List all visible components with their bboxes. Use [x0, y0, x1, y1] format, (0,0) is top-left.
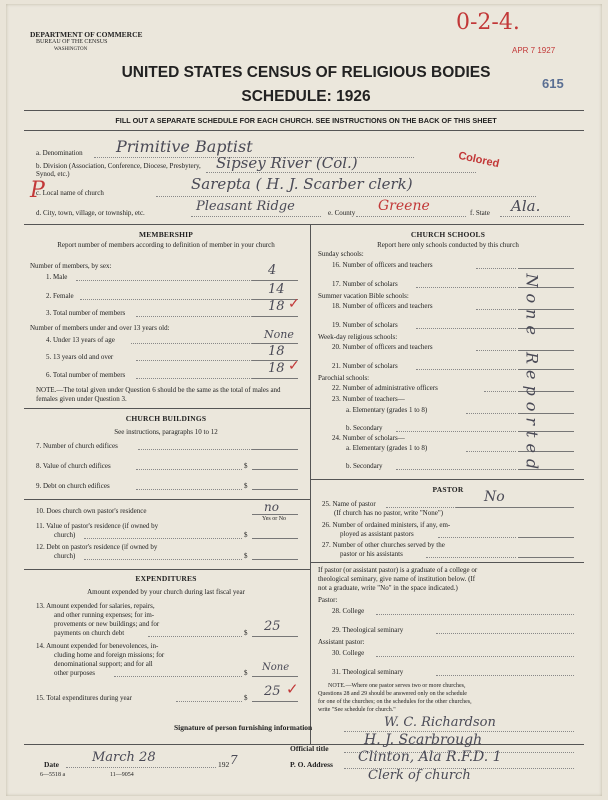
q23b-label: b. Secondary	[346, 424, 383, 432]
year-digit[interactable]: 7	[230, 753, 238, 767]
q13-dollar: $	[244, 629, 248, 637]
pastor-note-c: for one of the churches; on the schedules for the other churches,	[318, 699, 472, 705]
received-date-stamp: APR 7 1927	[512, 46, 556, 55]
q22-label: 22. Number of administrative officers	[332, 384, 438, 392]
membership-note: NOTE.—The total given under Question 6 should be the same as the total of males and females given under Question 3.	[36, 386, 281, 403]
city-label-field: d. City, town, village, or township, etc.	[36, 209, 145, 217]
margin-mark: P	[30, 178, 45, 203]
q26-label-a: 26. Number of ordained ministers, if any, em-	[322, 521, 451, 529]
expenditures-sub: Amount expended by your church during last fiscal year	[87, 588, 245, 596]
po-address-value[interactable]: Clinton, Ala R.F.D. 1	[358, 749, 502, 765]
q11-dollar: $	[244, 531, 248, 539]
buildings-sub: See instructions, paragraphs 10 to 12	[114, 428, 218, 436]
q6-value[interactable]: 18	[268, 361, 285, 376]
po-address-value-2[interactable]: Clerk of church	[368, 768, 471, 783]
q15-check-icon: ✓	[286, 682, 299, 698]
membership-heading: MEMBERSHIP	[138, 230, 194, 239]
yes-no-hint: Yes or No	[262, 516, 287, 522]
q10-label: 10. Does church own pastor's residence	[36, 507, 147, 515]
county-value[interactable]: Greene	[378, 198, 430, 214]
state-value[interactable]: Ala.	[511, 197, 541, 215]
pastor-note-b: Questions 28 and 29 should be answered only on the schedule	[318, 691, 467, 697]
q13-label-d: payments on church debt	[54, 629, 125, 637]
q18-label: 18. Number of officers and teachers	[332, 302, 433, 310]
q13-label-c: provements or new buildings; and for	[54, 620, 160, 628]
bureau-label: BUREAU OF THE CENSUS	[36, 39, 108, 45]
pastor-note-d: write "See schedule for church."	[318, 707, 396, 713]
q15-label: 15. Total expenditures during year	[36, 694, 132, 702]
church-name-label: c. Local name of church	[36, 189, 104, 197]
signature-label: Signature of person furnishing information	[174, 723, 313, 732]
q4-label: 4. Under 13 years of age	[46, 336, 115, 344]
q31-label: 31. Theological seminary	[332, 668, 404, 676]
schools-heading: CHURCH SCHOOLS	[410, 230, 486, 239]
q24-label: 24. Number of scholars—	[332, 434, 405, 442]
denomination-label: a. Denomination	[36, 149, 83, 157]
q1-value[interactable]: 4	[268, 263, 277, 278]
form-number: 6—5518 a	[40, 772, 66, 778]
q19-label: 19. Number of scholars	[332, 321, 398, 329]
date-label: Date	[44, 760, 59, 769]
q6-label: 6. Total number of members	[46, 371, 126, 379]
church-name-value[interactable]: Sarepta ( H. J. Scarber clerk)	[191, 175, 413, 193]
q3-label: 3. Total number of members	[46, 309, 126, 317]
q10-value[interactable]: no	[264, 500, 279, 514]
po-address-label: P. O. Address	[290, 760, 333, 769]
q2-value[interactable]: 14	[268, 282, 285, 297]
date-value[interactable]: March 28	[92, 750, 156, 765]
q14-label-c: denominational support; and for all	[54, 660, 153, 668]
q9-label: 9. Debt on church edifices	[36, 482, 110, 490]
q20-label: 20. Number of officers and teachers	[332, 343, 433, 351]
q12-dollar: $	[244, 552, 248, 560]
grad-text-a: If pastor (or assistant pastor) is a graduate of a college or	[318, 566, 478, 574]
pastor-heading: PASTOR	[432, 485, 464, 494]
schedule-year: SCHEDULE: 1926	[241, 88, 371, 105]
stamp-code: 0-2-4.	[456, 10, 520, 35]
division-label: b. Division (Association, Conference, Diocese, Presbytery, Synod, etc.)	[36, 162, 201, 178]
q29-label: 29. Theological seminary	[332, 626, 404, 634]
schools-vertical-note[interactable]: None Reported	[522, 273, 542, 476]
year-prefix: 192	[218, 760, 230, 769]
signature-value[interactable]: W. C. Richardson	[384, 715, 496, 730]
q21-label: 21. Number of scholars	[332, 362, 398, 370]
q9-dollar: $	[244, 482, 248, 490]
pastor-sub-label: Pastor:	[318, 596, 338, 604]
county-label: e. County	[328, 209, 356, 217]
q15-dollar: $	[244, 694, 248, 702]
q25-sub: (If church has no pastor, write "None")	[334, 509, 444, 517]
q13-value[interactable]: 25	[264, 619, 281, 634]
department-label: DEPARTMENT OF COMMERCE	[30, 30, 143, 39]
q30-label: 30. College	[332, 649, 365, 657]
under-over-label: Number of members under and over 13 years old:	[30, 324, 170, 332]
q28-label: 28. College	[332, 607, 365, 615]
expenditures-heading: EXPENDITURES	[135, 574, 197, 583]
stamp-number: 615	[542, 76, 564, 91]
q12-label-a: 12. Debt on pastor's residence (if owned by	[36, 543, 158, 551]
q14-label-a: 14. Amount expended for benevolences, in-	[36, 642, 159, 650]
by-sex-label: Number of members, by sex:	[30, 262, 112, 270]
q14-dollar: $	[244, 669, 248, 677]
q7-label: 7. Number of church edifices	[36, 442, 118, 450]
q11-label-a: 11. Value of pastor's residence (if owned by	[36, 522, 159, 530]
q14-label-b: cluding home and foreign missions; for	[54, 651, 165, 659]
q6-check-icon: ✓	[288, 359, 300, 374]
q3-check-icon: ✓	[288, 297, 300, 312]
weekday-label: Week-day religious schools:	[318, 333, 398, 341]
division-value[interactable]: Sipsey River (Col.)	[216, 154, 358, 172]
q1-label: 1. Male	[46, 273, 68, 281]
q23-label: 23. Number of teachers—	[332, 395, 405, 403]
q16-label: 16. Number of officers and teachers	[332, 261, 433, 269]
form-number-2: 11—9054	[110, 772, 134, 778]
city-label: WASHINGTON	[54, 47, 88, 52]
q27-label-a: 27. Number of other churches served by the	[322, 541, 445, 549]
q13-label-a: 13. Amount expended for salaries, repairs,	[36, 602, 155, 610]
q24a-label: a. Elementary (grades 1 to 8)	[346, 444, 428, 452]
q17-label: 17. Number of scholars	[332, 280, 398, 288]
q4-value[interactable]: None	[264, 328, 294, 341]
q23a-label: a. Elementary (grades 1 to 8)	[346, 406, 428, 414]
pastor-note-a: NOTE.—Where one pastor serves two or more churches,	[328, 683, 466, 689]
q24b-label: b. Secondary	[346, 462, 383, 470]
q5-value[interactable]: 18	[268, 344, 285, 359]
sunday-label: Sunday schools:	[318, 250, 364, 258]
q3-value[interactable]: 18	[268, 299, 285, 314]
q15-value[interactable]: 25	[264, 684, 281, 699]
q11-label-b: church)	[54, 531, 76, 539]
q14-value[interactable]: None	[262, 662, 290, 673]
summer-label: Summer vacation Bible schools:	[318, 292, 409, 300]
official-title-value[interactable]: H. J. Scarbrough	[364, 732, 483, 748]
q25-label: 25. Name of pastor	[322, 500, 376, 508]
grad-text-b: theological seminary, give name of institution below. (If	[318, 575, 476, 583]
asst-pastor-label: Assistant pastor:	[318, 638, 365, 646]
schools-sub: Report here only schools conducted by this church	[377, 241, 519, 249]
pastor-name-value[interactable]: No	[484, 489, 505, 505]
parochial-label: Parochial schools:	[318, 374, 370, 382]
q13-label-b: and other running expenses; for im-	[54, 611, 155, 619]
census-schedule-sheet	[6, 4, 602, 796]
form-title: UNITED STATES CENSUS OF RELIGIOUS BODIES	[121, 64, 491, 81]
q8-dollar: $	[244, 462, 248, 470]
membership-intro: Report number of members according to definition of member in your church	[57, 241, 275, 249]
grad-text-c: not a graduate, write "No" in the space indicated.)	[318, 584, 458, 592]
q26-label-b: ployed as assistant pastors	[340, 530, 414, 538]
q27-label-b: pastor or his assistants	[340, 550, 403, 558]
q5-label: 5. 13 years old and over	[46, 353, 114, 361]
buildings-heading: CHURCH BUILDINGS	[125, 414, 207, 423]
q8-label: 8. Value of church edifices	[36, 462, 111, 470]
state-label: f. State	[470, 209, 490, 217]
q12-label-b: church)	[54, 552, 76, 560]
colored-stamp: Colored	[457, 149, 501, 171]
official-title-label: Official title	[290, 744, 329, 753]
q2-label: 2. Female	[46, 292, 74, 300]
top-instruction: FILL OUT A SEPARATE SCHEDULE FOR EACH CHURCH. SEE INSTRUCTIONS ON THE BACK OF THIS SHEET	[115, 116, 497, 125]
denomination-value[interactable]: Primitive Baptist	[116, 137, 253, 156]
q14-label-d: other purposes	[54, 669, 96, 677]
city-value[interactable]: Pleasant Ridge	[196, 199, 295, 214]
